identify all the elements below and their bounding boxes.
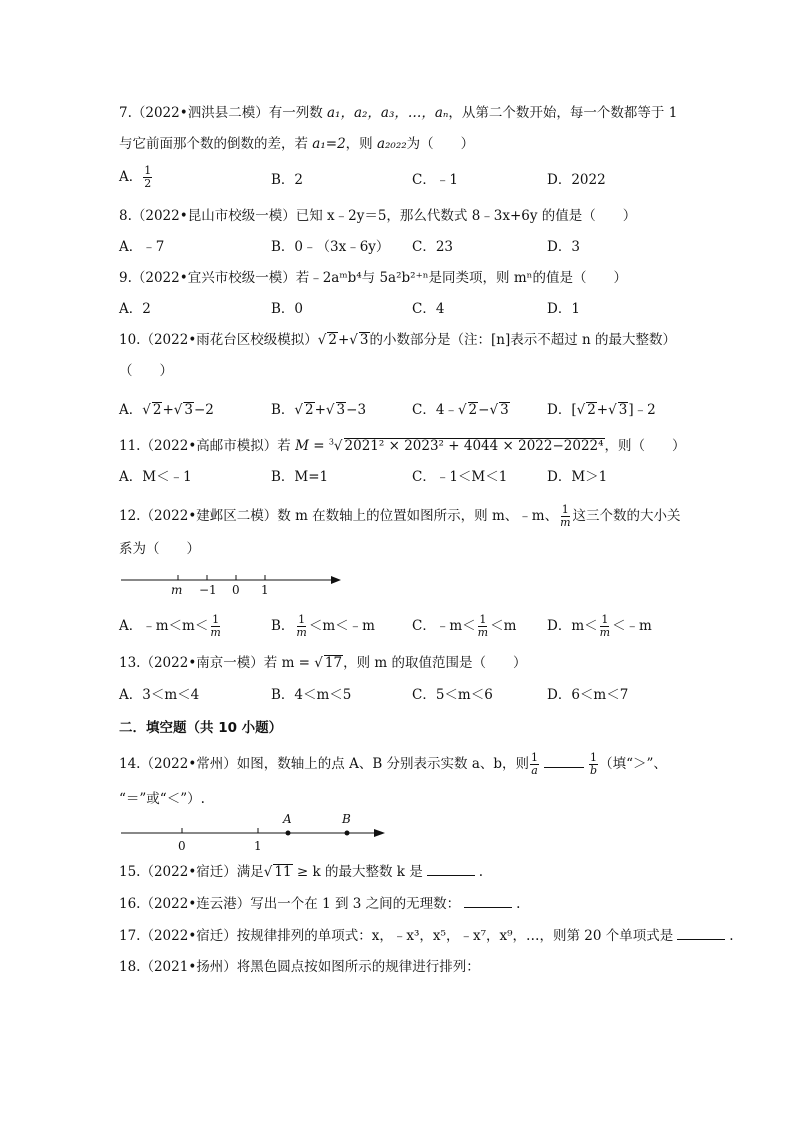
q13-option-a: A．3＜m＜4 — [119, 687, 200, 703]
radicand: 2 — [587, 402, 596, 418]
label-zero: 0 — [178, 839, 186, 853]
q9-option-a: A．2 — [119, 301, 151, 317]
q14-stem: 14.（2022•常州）如图，数轴上的点 A、B 分别表示实数 a、b，则 — [119, 756, 530, 772]
q13-stem: 13.（2022•南京一模）若 m = — [119, 655, 315, 671]
q9-options — [119, 299, 679, 331]
q12-line1 — [119, 504, 681, 529]
option-label: D． — [547, 402, 572, 418]
period: . — [478, 864, 484, 880]
radicand: 11 — [274, 864, 292, 880]
axis-arrow — [374, 829, 385, 837]
point-a — [286, 831, 291, 836]
denominator: 2 — [144, 177, 152, 190]
q8-options — [119, 237, 679, 269]
q10-stem-3: （ ） — [119, 363, 173, 379]
section-heading: 二．填空题（共 10 小题） — [119, 720, 283, 736]
q10-options — [119, 400, 679, 432]
q15-line: 15.（2022•宿迁）满足√ 11 ≥ k 的最大整数 k 是 . — [119, 864, 484, 880]
q7-line1: 7.（2022•泗洪县二模）有一列数 a₁，a₂，a₃，…，aₙ，从第二个数开始，每一个数都等于 1 — [119, 105, 678, 121]
label-one: 1 — [254, 839, 262, 853]
radicand: 2 — [305, 402, 314, 418]
fraction — [599, 614, 611, 639]
option-label: C． — [412, 402, 436, 418]
q12-stem-2: 这三个数的大小关 — [572, 508, 681, 524]
label-one: 1 — [261, 583, 269, 597]
option-text: A．﹣m＜m＜ — [119, 618, 209, 634]
radicand: 3 — [336, 402, 346, 418]
q9-option-b: B．0 — [271, 301, 304, 317]
numerator: 1 — [298, 613, 306, 626]
label-zero: 0 — [232, 583, 240, 597]
q12-stem: 12.（2022•建邺区二模）数 m 在数轴上的位置如图所示，则 m、﹣m、 — [119, 508, 559, 524]
q7-stem-4: ，则 — [345, 136, 373, 152]
q8-option-d: D．3 — [547, 239, 580, 255]
radicand: 3 — [359, 332, 369, 348]
q18-stem: 18.（2021•扬州）将黑色圆点按如图所示的规律进行排列： — [119, 959, 480, 975]
answer-blank[interactable] — [544, 755, 584, 768]
denominator: m — [210, 626, 221, 639]
q14-number-line — [119, 813, 399, 853]
q10-option-d: D．[√ 2+√ 3]﹣2 — [547, 402, 656, 418]
q7-stem-2: 从第二个数开始，每一个数都等于 1 — [461, 105, 678, 121]
option-text: ＜m — [490, 618, 517, 634]
fraction — [209, 614, 221, 639]
denominator: b — [590, 764, 598, 777]
q10-option-a: A．√ 2+√ 3−2 — [119, 402, 214, 418]
q13-option-d: D．6＜m＜7 — [547, 687, 629, 703]
numerator: 1 — [561, 503, 569, 516]
q10-a-tail: −2 — [193, 402, 214, 418]
q17-stem: 17.（2022•宿迁）按规律排列的单项式：x，﹣x³，x⁵，﹣x⁷，x⁹，…，则第 20 个单项式是 — [119, 928, 674, 944]
radicand: 3 — [184, 402, 193, 418]
q14-line1 — [119, 752, 667, 777]
q12-option-a — [119, 614, 223, 639]
label-b: B — [342, 812, 351, 826]
q10-option-c: C．4﹣√ 2−√ 3 — [412, 402, 509, 418]
q10-c-pre: 4﹣ — [435, 402, 458, 418]
answer-blank[interactable] — [677, 927, 725, 940]
fraction — [589, 752, 598, 777]
numerator: 1 — [531, 751, 539, 764]
q11-option-b: B．M=1 — [271, 469, 329, 485]
q12-option-b — [271, 614, 375, 639]
q11-stem-2: ，则（ ） — [604, 438, 686, 454]
q11-option-c: C．﹣1＜M＜1 — [412, 469, 508, 485]
q16-line — [119, 894, 520, 914]
fraction — [295, 614, 307, 639]
q13-option-b: B．4＜m＜5 — [271, 687, 352, 703]
numerator: 1 — [601, 613, 609, 626]
q12-option-d — [547, 614, 652, 639]
period: . — [729, 928, 734, 944]
denominator: a — [531, 764, 538, 777]
radicand: 17 — [324, 655, 343, 671]
q11-radicand: 2021² × 2023² + 4044 × 2022−2022⁴ — [344, 438, 604, 454]
q9-option-d: D．1 — [547, 301, 580, 317]
answer-blank[interactable] — [464, 895, 512, 908]
q12-option-c — [412, 614, 516, 639]
q10-stem: 10.（2022•雨花台区校级模拟） — [119, 332, 318, 348]
q7-options — [119, 165, 679, 197]
q11-stem: 11.（2022•高邮市模拟）若 — [119, 438, 291, 454]
q7-option-d: D．2022 — [547, 172, 606, 188]
q7-condition: a₁=2 — [312, 136, 346, 152]
option-text: D．m＜ — [547, 618, 598, 634]
q7-stem-3: 与它前面那个数的倒数的差，若 — [119, 136, 308, 152]
q16-stem: 16.（2022•连云港）写出一个在 1 到 3 之间的无理数： — [119, 896, 461, 912]
q11-options — [119, 467, 679, 499]
q7-option-b: B．2 — [271, 172, 304, 188]
label-m: m — [171, 583, 183, 597]
q12-stem-3: 系为（ ） — [119, 541, 200, 557]
fraction — [143, 165, 152, 190]
q9-stem: 9.（2022•宜兴市校级一模）若﹣2aᵐb⁴与 5a²b²⁺ⁿ是同类项，则 mⁿ的值是（ ） — [119, 270, 627, 286]
radicand: 3 — [500, 402, 509, 418]
q13-options — [119, 685, 679, 717]
q13-option-c: C．5＜m＜6 — [412, 687, 493, 703]
label-neg-one: −1 — [199, 583, 217, 597]
numerator: 1 — [212, 613, 220, 626]
q7-target: a₂₀₂₂ — [376, 136, 407, 152]
q8-option-b: B．0﹣（3x﹣6y） — [271, 239, 390, 255]
fraction — [559, 504, 571, 529]
answer-blank[interactable] — [427, 863, 475, 876]
numerator: 1 — [144, 164, 152, 177]
q10-b-tail: −3 — [346, 402, 367, 418]
q12-number-line — [119, 570, 359, 600]
q15-stem: 15.（2022•宿迁）满足 — [119, 864, 264, 880]
q7-sequence: a₁，a₂，a₃，…，aₙ — [327, 105, 449, 121]
q7-option-a-label: A． — [119, 169, 143, 185]
q7-option-c: C．﹣1 — [412, 172, 458, 188]
q14-stem-2: （填“＞”、 — [599, 756, 667, 772]
option-text: ＜m＜﹣m — [308, 618, 375, 634]
fraction — [477, 614, 489, 639]
q8-option-c: C．23 — [412, 239, 454, 255]
option-label: B． — [271, 618, 295, 634]
q7-option-a — [119, 165, 153, 190]
root-index: 3 — [328, 437, 334, 447]
q14-stem-3: “＝”或“＜”）. — [119, 791, 205, 807]
period: . — [516, 896, 521, 912]
option-label: B． — [271, 402, 295, 418]
q13-line1: 13.（2022•南京一模）若 m = √ 17，则 m 的取值范围是（ ） — [119, 655, 527, 671]
q17-line — [119, 926, 734, 946]
q11-line1: 11.（2022•高邮市模拟）若 M = $^3$√ 2021² × 2023² + 4044 × 2022−2022⁴，则（ ） — [119, 437, 686, 454]
q15-stem-2: ≥ k 的最大整数 k 是 — [292, 864, 423, 880]
q9-option-c: C．4 — [412, 301, 445, 317]
q8-stem: 8.（2022•昆山市校级一模）已知 x﹣2y＝5，那么代数式 8﹣3x+6y 的值是（ ） — [119, 208, 637, 224]
denominator: m — [477, 626, 489, 639]
q7-stem-5: 为（ ） — [406, 136, 475, 152]
radicand: 2 — [468, 402, 478, 418]
fraction — [530, 752, 539, 777]
point-b — [345, 831, 350, 836]
q12-options — [119, 614, 679, 646]
option-label: A． — [119, 402, 143, 418]
q11-option-a: A．M＜﹣1 — [119, 469, 192, 485]
q7-stem: 7.（2022•泗洪县二模）有一列数 — [119, 105, 323, 121]
radicand: 3 — [618, 402, 628, 418]
label-a: A — [283, 812, 292, 826]
denominator: m — [296, 626, 307, 639]
numerator: 1 — [590, 751, 598, 764]
option-text: ＜﹣m — [612, 618, 652, 634]
axis-arrow — [331, 576, 341, 584]
radicand: 2 — [152, 402, 162, 418]
denominator: m — [599, 626, 611, 639]
q10-line1: 10.（2022•雨花台区校级模拟）√ 2+√ 3的小数部分是（注：[n]表示不超过 n 的最大整数） — [119, 332, 677, 348]
q11-option-d: D．M＞1 — [547, 469, 608, 485]
radicand: 2 — [328, 332, 337, 348]
q10-stem-2: 的小数部分是（注：[n]表示不超过 n 的最大整数） — [369, 332, 677, 348]
denominator: m — [560, 516, 571, 529]
q10-d-tail: ]﹣2 — [628, 402, 656, 418]
q10-option-b: B．√ 2+√ 3−3 — [271, 402, 367, 418]
numerator: 1 — [479, 613, 487, 626]
q8-option-a: A．﹣7 — [119, 239, 165, 255]
option-text: C．﹣m＜ — [412, 618, 476, 634]
q7-line2 — [119, 134, 474, 154]
q13-stem-2: ，则 m 的取值范围是（ ） — [343, 655, 527, 671]
